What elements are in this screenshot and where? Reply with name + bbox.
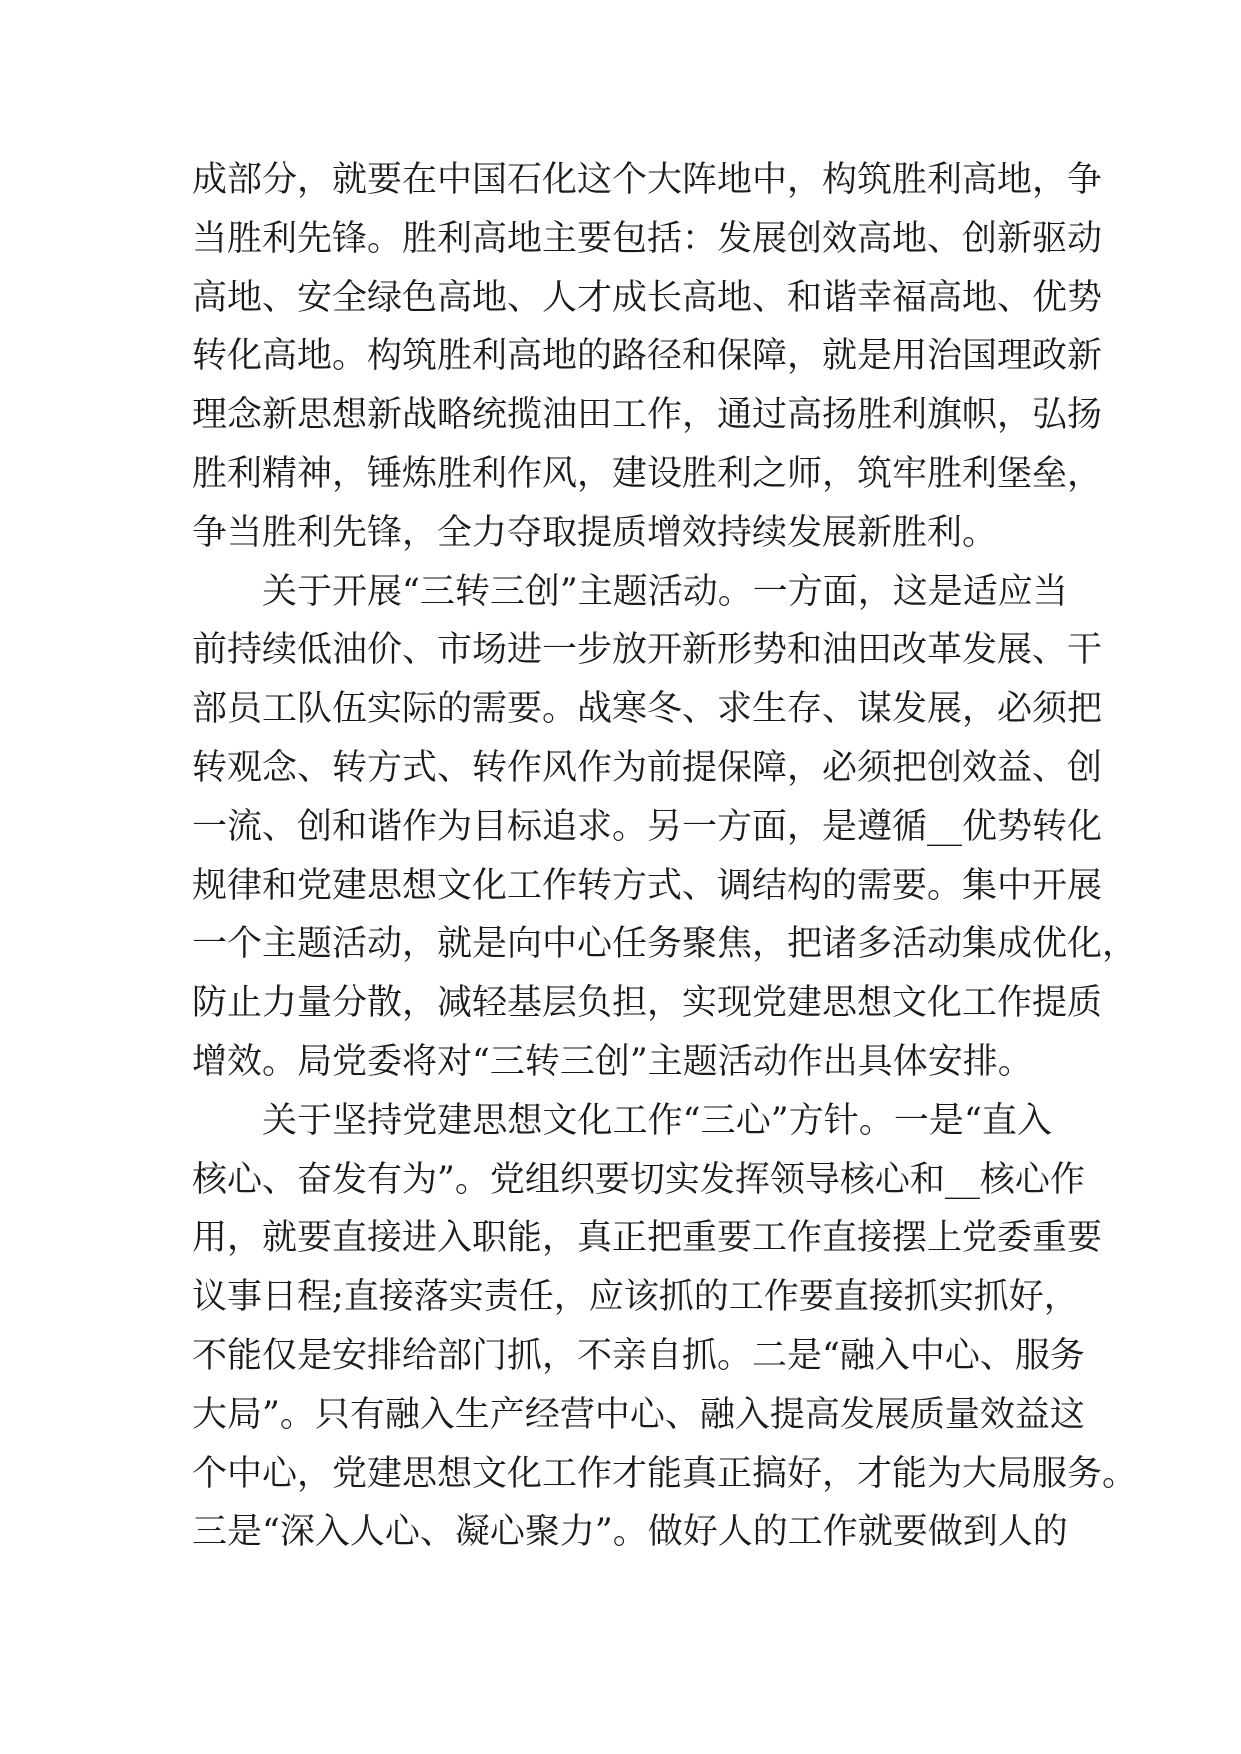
- text-line: 成部分，就要在中国石化这个大阵地中，构筑胜利高地，争: [192, 160, 1103, 200]
- text-line: 规律和党建思想文化工作转方式、调结构的需要。集中开展: [192, 865, 1103, 906]
- text-line: 个中心，党建思想文化工作才能真正搞好，才能为大局服务。: [192, 1453, 1138, 1494]
- text-line: 转化高地。构筑胜利高地的路径和保障，就是用治国理政新: [192, 336, 1103, 377]
- text-line: 议事日程;直接落实责任，应该抓的工作要直接抓实抓好，: [192, 1277, 1079, 1318]
- text-line: 争当胜利先锋，全力夺取提质增效持续发展新胜利。: [192, 512, 998, 553]
- text-line: 前持续低油价、市场进一步放开新形势和油田改革发展、干: [192, 630, 1103, 671]
- text-line: 一流、创和谐作为目标追求。另一方面，是遵循__优势转化: [192, 806, 1103, 847]
- text-line: 防止力量分散，减轻基层负担，实现党建思想文化工作提质: [192, 983, 1103, 1024]
- text-line: 当胜利先锋。胜利高地主要包括：发展创效高地、创新驱动: [192, 218, 1103, 259]
- text-line: 大局”。只有融入生产经营中心、融入提高发展质量效益这: [192, 1394, 1085, 1435]
- text-line: 核心、奋发有为”。党组织要切实发挥领导核心和__核心作: [192, 1159, 1085, 1200]
- text-line: 关于坚持党建思想文化工作“三心”方针。一是“直入: [262, 1100, 1052, 1141]
- text-line: 关于开展“三转三创”主题活动。一方面，这是适应当: [262, 571, 1068, 612]
- text-line: 转观念、转方式、转作风作为前提保障，必须把创效益、创: [192, 747, 1103, 788]
- text-line: 用，就要直接进入职能，真正把重要工作直接摆上党委重要: [192, 1218, 1103, 1259]
- body-text: [192, 151, 1138, 1562]
- text-line: 部员工队伍实际的需要。战寒冬、求生存、谋发展，必须把: [192, 689, 1103, 730]
- text-line: 高地、安全绿色高地、人才成长高地、和谐幸福高地、优势: [192, 277, 1103, 318]
- text-line: 不能仅是安排给部门抓，不亲自抓。二是“融入中心、服务: [192, 1335, 1085, 1376]
- text-line: 胜利精神，锤炼胜利作风，建设胜利之师，筑牢胜利堡垒，: [192, 453, 1103, 494]
- text-line: 增效。局党委将对“三转三创”主题活动作出具体安排。: [192, 1041, 1033, 1082]
- text-line: 理念新思想新战略统揽油田工作，通过高扬胜利旗帜，弘扬: [192, 395, 1103, 436]
- text-line: 三是“深入人心、凝心聚力”。做好人的工作就要做到人的: [192, 1512, 1068, 1553]
- text-line: 一个主题活动，就是向中心任务聚焦，把诸多活动集成优化，: [192, 924, 1138, 965]
